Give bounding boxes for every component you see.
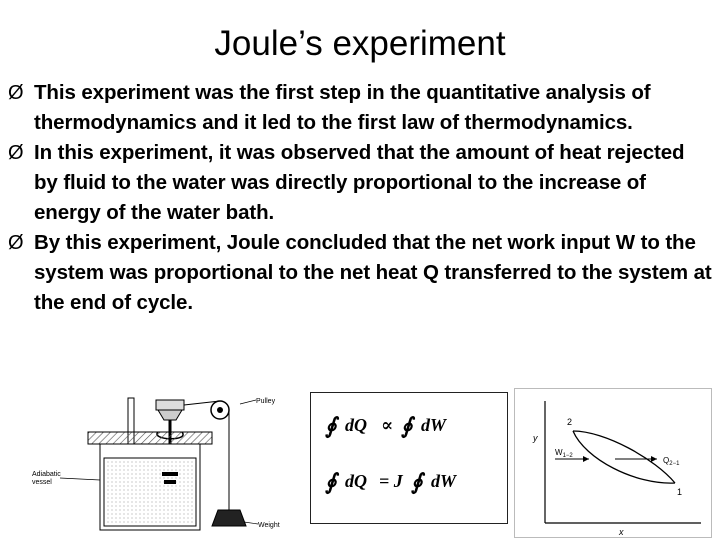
bullet-arrow-icon: Ø: [8, 142, 24, 164]
bullet-list: [8, 78, 712, 318]
weight-label: Weight: [258, 522, 280, 529]
pulley-hub: [217, 407, 223, 413]
bullet-item: [8, 78, 712, 138]
eq2-right: dW: [431, 471, 457, 491]
heat-label: $Q_{2-1}$: [663, 456, 680, 467]
process-curve-lower: [573, 431, 675, 483]
paddle-blade: [162, 472, 178, 476]
point-1-label: 1: [677, 487, 683, 497]
stirrer-top-icon: [156, 400, 184, 410]
integral-icon: ∮: [325, 413, 337, 438]
bullet-text: By this experiment, Joule concluded that the net work input W to the system was proportional to the net heat Q transferred to the system at the end of cycle.: [34, 231, 712, 314]
stirrer-cone: [158, 410, 182, 420]
y-axis-label: y: [533, 433, 538, 443]
weight-leader: [244, 522, 258, 524]
cycle-diagram: [514, 388, 712, 538]
water-bath: [104, 458, 196, 526]
pulley-leader: [240, 400, 256, 404]
integral-icon: ∮: [325, 469, 337, 494]
bullet-item: [8, 228, 712, 318]
equations-box: [310, 392, 508, 524]
pulley-label: Pulley: [256, 398, 276, 405]
work-label: $W_{1-2}$: [555, 448, 573, 459]
integral-icon: ∮: [401, 413, 413, 438]
heat-arrowhead: [651, 456, 657, 462]
slide-title: Joule’s experiment: [214, 24, 506, 63]
eq1-relation: ∝: [381, 415, 394, 435]
vessel-label-line1: Adiabatic: [32, 471, 61, 478]
eq1-left: dQ: [345, 415, 367, 435]
bullet-arrow-icon: Ø: [8, 82, 24, 104]
eq2-relation: = J: [379, 471, 403, 491]
joule-apparatus-figure: [30, 392, 300, 540]
eq1-right: dW: [421, 415, 447, 435]
vessel-label-line2: vessel: [32, 479, 52, 486]
equations-drawing: [311, 393, 507, 523]
apparatus-drawing: [30, 392, 300, 540]
bullet-item: [8, 138, 712, 228]
x-axis-label: x: [619, 527, 624, 537]
work-arrowhead: [583, 456, 589, 462]
bullet-text: In this experiment, it was observed that the amount of heat rejected by fluid to the water was directly proportional to the increase of energy of the water bath.: [34, 141, 685, 224]
bullet-arrow-icon: Ø: [8, 232, 24, 254]
integral-icon: ∮: [411, 469, 423, 494]
eq2-left: dQ: [345, 471, 367, 491]
cycle-drawing: [515, 389, 711, 537]
process-curve-upper: [573, 431, 675, 483]
paddle-blade: [164, 480, 176, 484]
vessel-leader: [60, 478, 100, 480]
weight-icon: [212, 510, 246, 526]
bullet-text: This experiment was the first step in the quantitative analysis of thermodynamics and it led to the first law of thermodynamics.: [34, 81, 651, 134]
point-2-label: 2: [567, 417, 573, 427]
